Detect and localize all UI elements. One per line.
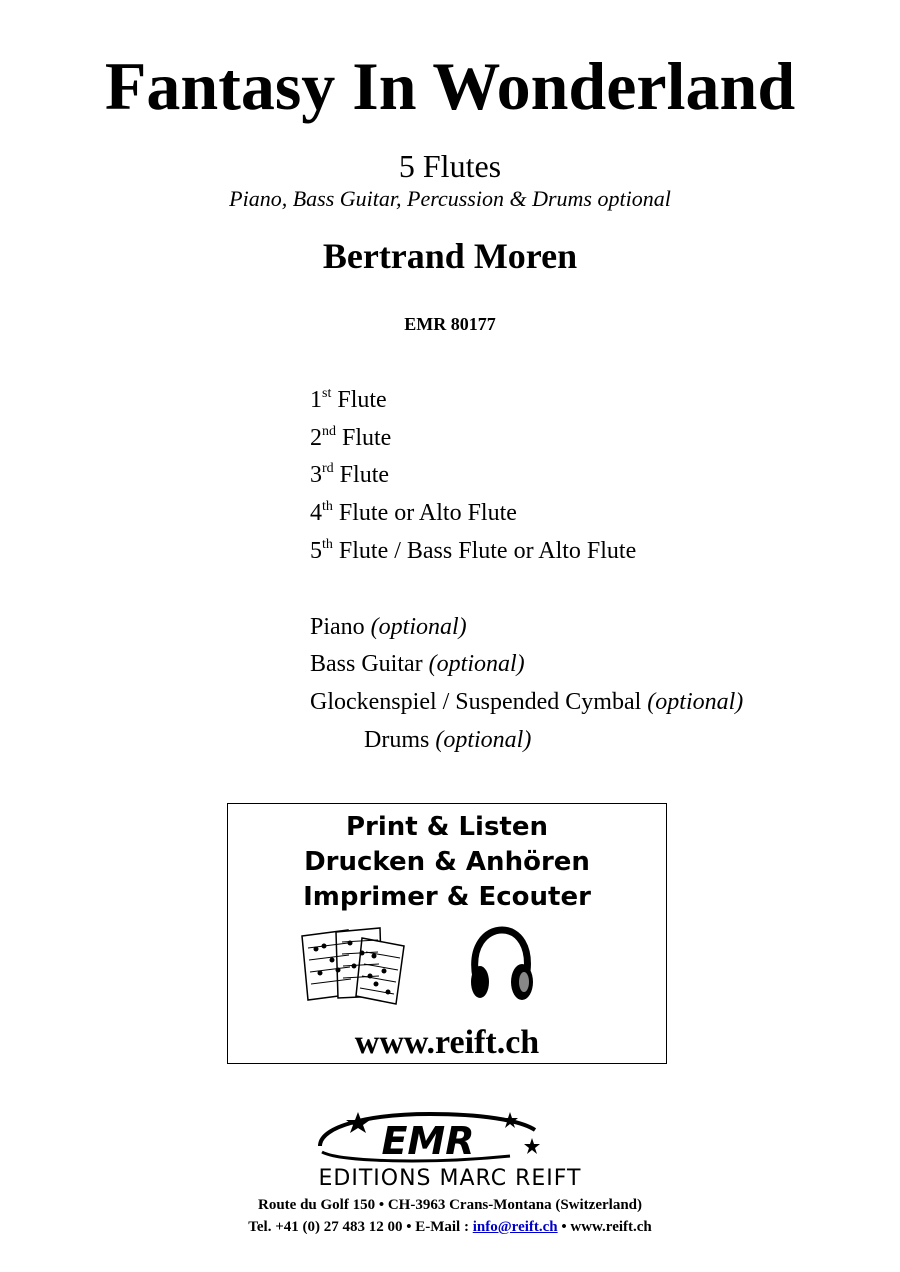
- part-flute-4: 4th Flute or Alto Flute: [310, 499, 517, 526]
- part-bass-guitar: Bass Guitar (optional): [310, 651, 525, 677]
- catalog-number: EMR 80177: [404, 314, 496, 334]
- headphones-icon: [466, 926, 536, 1006]
- publisher-name: EDITIONS MARC REIFT: [318, 1166, 582, 1191]
- email-link[interactable]: info@reift.ch: [472, 1219, 558, 1235]
- promo-line-french: Imprimer & Ecouter: [303, 882, 591, 912]
- part-percussion: Glockenspiel / Suspended Cymbal (optional): [310, 689, 744, 715]
- emr-logo-text: EMR: [381, 1119, 475, 1163]
- part-flute-2: 2nd Flute: [310, 424, 392, 451]
- score-title: Fantasy In Wonderland: [104, 48, 796, 124]
- print-listen-box: [227, 803, 667, 1064]
- instrumentation-note: Piano, Bass Guitar, Percussion & Drums optional: [229, 186, 671, 211]
- part-flute-5: 5th Flute / Bass Flute or Alto Flute: [310, 537, 637, 564]
- web-address: • www.reift.ch: [557, 1219, 652, 1235]
- part-piano: Piano (optional): [310, 614, 467, 640]
- publisher-contact: [0, 1220, 900, 1235]
- part-flute-1: 1st Flute: [310, 386, 387, 413]
- part-drums: Drums (optional): [364, 727, 532, 753]
- telephone-label: Tel. +41 (0) 27 483 12 00 • E-Mail :: [248, 1219, 473, 1235]
- part-flute-3: 3rd Flute: [310, 461, 390, 488]
- promo-line-english: Print & Listen: [345, 812, 549, 842]
- sheet-music-icon: [300, 926, 412, 1006]
- emr-logo: [310, 1108, 550, 1168]
- promo-url-link[interactable]: www.reift.ch: [354, 1024, 540, 1061]
- publisher-address: Route du Golf 150 • CH-3963 Crans-Montana (Switzerland): [258, 1197, 642, 1213]
- composer-name: Bertrand Moren: [322, 236, 578, 276]
- promo-line-german: Drucken & Anhören: [304, 847, 590, 877]
- score-subtitle: 5 Flutes: [398, 148, 502, 184]
